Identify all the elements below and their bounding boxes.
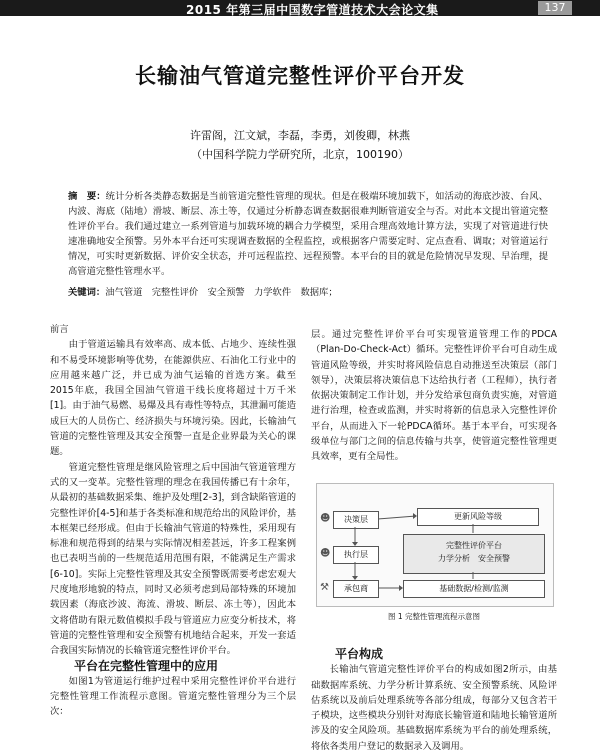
box-update-risk-level: 更新风险等级 [417,508,539,526]
intro-paragraph-2: 管道完整性管理是继风险管理之后中国油气管道管理方式的又一变革。完整性管理的理念在我国传播已有十余年，从最初的基础数据采集、维护及处理[2-3]，到含缺陷管道的完整性评价[4-5]和基于各类标准和规范给出的风险评价，基本框架已经形成。但由于长输油气管道的特殊性，采用现有标准和规范得到的结果与实际情况相差甚远，许多工程案例也已表明当前的一些规范适用范围有限，不能满足生产需求[6-10]。实际上完整性管理及其安全预警既需要考虑宏观大尺度地形地貌的特点，同时又必须考虑到局部特殊的环境加载因素（海底沙波、海流、滑坡、断层、冻土等），因此本文将借助有限元数值模拟手段与管道应力应变分析技术，将管道的完整性管理和安全预警有机地结合起来，开发一套适合我国实际情况的长输管道完整性评价平台。 [50,461,296,657]
box-decision-layer: 决策层 [333,511,379,529]
affiliation: （中国科学院力学研究所，北京，100190） [191,148,409,161]
section-heading-composition: 平台构成 [335,647,384,661]
platform-label-line2: 力学分析 安全预警 [438,554,510,563]
preface-heading: 前言 [50,324,69,335]
composition-paragraph: 长输油气管道完整性评价平台的构成如图2所示，由基础数据库系统、力学分析计算系统、安全预警系统、风险评估系统以及前后处理系统等各部分组成，每部分又包含若干子模块，这些模块分别针对海底长输管道和陆地长输管道所涉及的安全风险项。基础数据库系统为平台的前处理系统，将依各类用户登记的数据录入及调用。 [311,664,557,752]
section-heading-application: 平台在完整性管理中的应用 [74,658,219,673]
author-list: 许雷阁，江文斌，李磊，李勇，刘俊卿，林燕 [190,129,410,142]
right-column-bottom [311,647,557,754]
box-contractor: 承包商 [333,580,379,598]
excavator-icon: ⚒ [320,582,329,593]
figure-1-caption: 图 1 完整性管理流程示意图 [387,612,481,621]
right-paragraph-1: 层。通过完整性评价平台可实现管道管理工作的PDCA（Plan-Do-Check-Act）循环。完整性评价平台可自动生成管道风险等级，并实时将风险信息自动推送至决策层（部门领导），决策层将决策信息下达给执行者（工程师），执行者依据决策制定工作计划，并分发给承包商负责实施，对管道进行治理，检查或监测，并实时将新的信息录入完整性评价平台，从而进入下一轮PDCA循环。基于本平台，可实现各级单位与部门之间的信息传输与共享，使管道完整性管理更具效率，更有全局性。 [311,329,557,463]
abstract-text: 统计分析各类静态数据是当前管道完整性管理的现状。但是在极端环境加载下，如活动的海底沙波、台风、内波、海底（陆地）滑坡、断层、冻土等，仅通过分析静态调查数据很难判断管道安全与否。对此本文提出管道完整性评价平台。我们通过建立一系列管道与加载环境的耦合力学模型，采用合理高效地计算方法，实现了对管道进行快速准确地安全预警。另外本平台还可实现调查数据的全程监控，或根据客户需要定时、定点查看、调取；对管道运行情况，可实时更新数据、评价安全状态，并可远程监控、远程预警。本平台的目的就是危险情况早发现、早治理，提高管道完整性管理水平。 [68,191,548,277]
right-column-top [311,327,557,465]
keywords [68,285,548,300]
keywords-label: 关键词： [68,287,106,298]
page-number: 137 [538,1,572,15]
running-header-title: 2015 年第三届中国数字管道技术大会论文集 [186,3,439,17]
paper-title: 长输油气管道完整性评价平台开发 [135,64,465,88]
keywords-text: 油气管道 完整性评价 安全预警 力学软件 数据库； [105,287,338,298]
running-header-band [0,0,600,16]
abstract [68,189,548,279]
intro-paragraph-1: 由于管道运输具有效率高、成本低、占地少、连续性强和不易受环境影响等优势，在能源供应、石油化工行业中的应用越来越广泛，并已成为油气运输的首选方案。截至2015年底，我国全国油气管道干线长度将超过十万千米[1]。由于油气易燃、易爆及具有毒性等特点，其泄漏可能造成巨大的人员伤亡、经济损失与环境污染。因此，长输油气管道的完整性管理及其安全预警一直是企业界最为关心的课题。 [50,339,296,458]
box-execution-layer: 执行层 [333,546,379,564]
person-icon: ☻ [320,513,331,524]
person-icon: ☻ [320,548,331,559]
platform-label-line1: 完整性评价平台 [446,541,502,550]
figure-arrows [317,484,553,606]
box-base-data: 基础数据/检测/监测 [403,580,545,598]
application-paragraph: 如图1为管道运行维护过程中采用完整性评价平台进行完整性管理工作流程示意图。管道完整性管理分为三个层次： [50,675,296,718]
figure-1-workflow-diagram [316,483,554,607]
abstract-label: 摘 要： [68,191,106,202]
left-column [50,322,296,720]
